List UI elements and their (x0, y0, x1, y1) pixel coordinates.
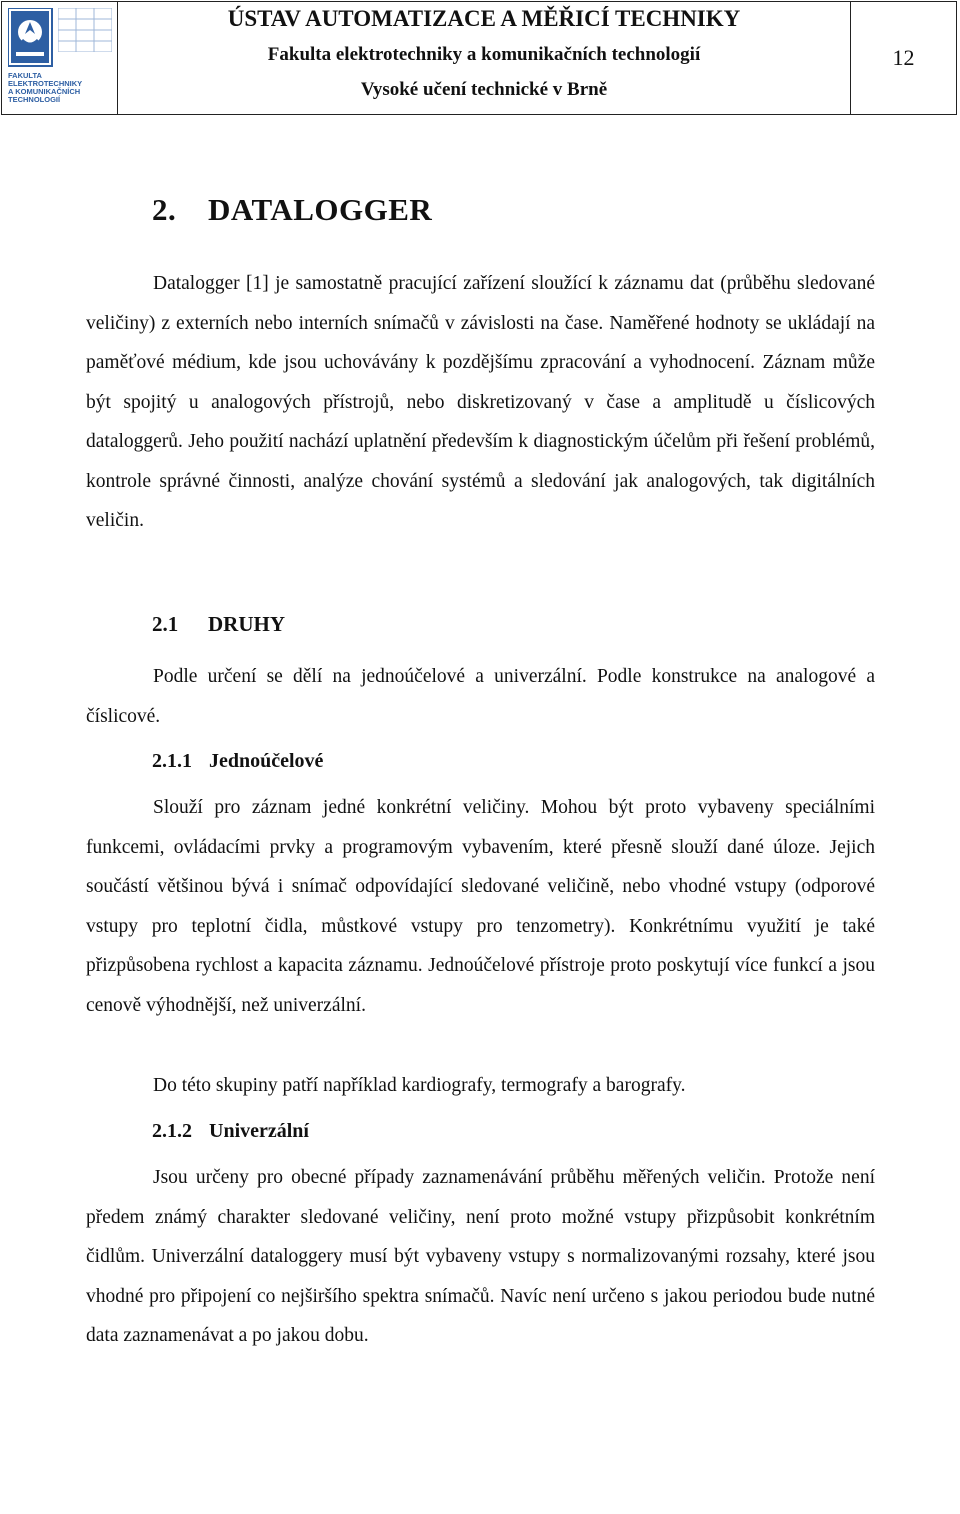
subsection-paragraph-2: Jsou určeny pro obecné případy zaznamenávání průběhu měřených veličin. Protože není předem známý charakter sledované veličiny, není proto možné vstupy přizpůsobit konkrétním čidlům. Univerzální dataloggery musí být vybaveny vstupy s normalizovanými rozsahy, které jsou vhodné pro připojení co nejširšího spektra snímačů. Navíc není určeno s jakou periodou bude nutné data zaznamenávat a po jakou dobu. (86, 1167, 875, 1346)
university-logo-text (58, 8, 112, 55)
institute-name: ÚSTAV AUTOMATIZACE A MĚŘICÍ TECHNIKY (227, 6, 741, 31)
subsection-paragraph-1: Slouží pro záznam jedné konkrétní veličiny. Mohou být proto vybaveny speciálními funkcemi, ovládacími prvky a programovým vybavením, které přesně slouží dané úloze. Jejich součástí většinou bývá i snímač odpovídající sledované veličině, nebo vhodné vstupy (odporové vstupy pro teplotní čidla, můstkové vstupy pro tenzometry). Konkrétnímu využití je také přizpůsobena rychlost a kapacita záznamu. Jednoúčelové přístroje proto poskytují více funkcí a jsou cenově výhodnější, než univerzální. (86, 797, 875, 1016)
header-titles (118, 2, 851, 114)
page-header (1, 1, 957, 115)
faculty-emblem-icon (8, 8, 56, 68)
section-paragraph: Podle určení se dělí na jednoúčelové a univerzální. Podle konstrukce na analogové a číslicové. (86, 666, 875, 727)
chapter-heading (152, 192, 432, 228)
faculty-logo (2, 2, 118, 114)
subsection-number-2: 2.1.2 (152, 1120, 192, 1142)
chapter-title: DATALOGGER (208, 192, 433, 227)
section-heading (152, 612, 285, 637)
subsection-paragraph-1b: Do této skupiny patří například kardiografy, termografy a barografy. (153, 1075, 686, 1096)
faculty-name: Fakulta elektrotechniky a komunikačních technologií (267, 44, 701, 65)
subsection-number-1: 2.1.1 (152, 750, 192, 772)
chapter-paragraph: Datalogger [1] je samostatně pracující zařízení sloužící k záznamu dat (průběhu sledované veličiny) z externích nebo interních snímačů v závislosti na čase. Naměřené hodnoty se ukládají na paměťové médium, kde jsou uchovávány k pozdějšímu zpracování a vyhodnocení. Záznam může být spojitý u analogových přístrojů, nebo diskretizovaný v čase a amplitudě u číslicových dataloggerů. Jeho použití nachází uplatnění především k diagnostickým účelům při řešení problémů, kontrole správné činnosti, analýze chování systémů a sledování jak analogových, tak digitálních veličin. (86, 273, 875, 531)
page-number: 12 (892, 45, 915, 70)
subsection-heading-2 (152, 1120, 309, 1143)
subsection-heading-1 (152, 750, 323, 773)
university-name: Vysoké učení technické v Brně (360, 79, 608, 100)
section-number: 2.1 (152, 612, 179, 636)
chapter-number: 2. (152, 192, 177, 227)
subsection-title-2: Univerzální (209, 1120, 309, 1142)
subsection-title-1: Jednoúčelové (209, 750, 324, 772)
section-title: DRUHY (208, 612, 285, 636)
university-grid-icon (58, 8, 112, 52)
faculty-logo-text: FAKULTA ELEKTROTECHNIKY A KOMUNIKAČNÍCH TECHNOLOGIÍ (8, 71, 83, 104)
